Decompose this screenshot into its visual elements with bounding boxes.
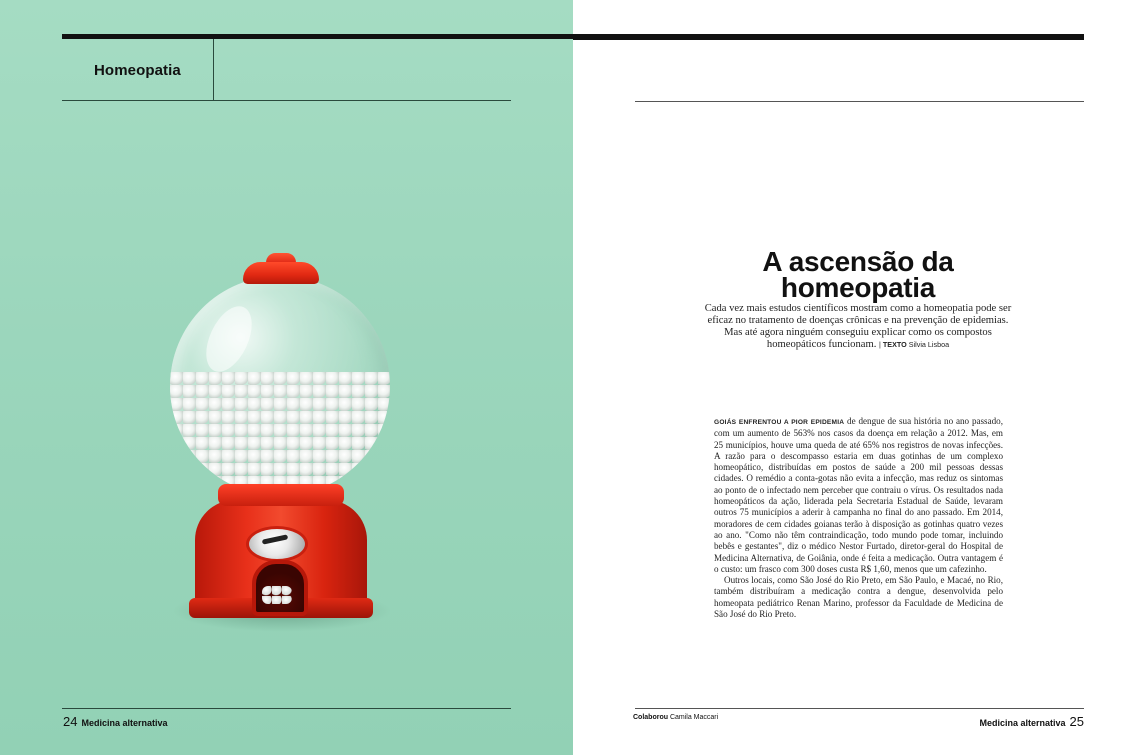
byline-separator: | [879, 340, 881, 349]
footer-rule [635, 708, 1084, 709]
machine-collar [218, 484, 344, 506]
top-rule [62, 34, 573, 39]
contributor-credit [633, 714, 718, 721]
byline [879, 340, 949, 349]
coin-plate [246, 526, 308, 562]
page-number: 24 [63, 714, 78, 729]
folio-title: Medicina alternativa [979, 718, 1066, 728]
gumball-globe [170, 276, 390, 496]
byline-label: TEXTO [882, 340, 907, 349]
credit-label: Colaborou [633, 714, 668, 721]
section-label: Homeopatia [94, 62, 181, 79]
top-rule [573, 34, 1084, 40]
headline-line-1: A ascensão da [762, 246, 954, 277]
byline-name: Silvia Lisboa [908, 340, 950, 349]
body-paragraph [714, 416, 1003, 575]
headline [703, 246, 1013, 303]
lead-in: GOIÁS ENFRENTOU A PIOR EPIDEMIA [714, 419, 845, 426]
body-paragraph: Outros locais, como São José do Rio Preto, em São Paulo, e Macaé, no Rio, também distribuíram a medicação contra a dengue, desenvolvida pelo homeopata pediátrico Renan Marino, professor da Faculdade de Medicina de São José do Rio Preto. [714, 575, 1003, 620]
folio-right [979, 714, 1084, 729]
credit-name: Camila Maccari [669, 714, 719, 721]
section-rule [635, 101, 1084, 102]
globe-highlight [197, 299, 261, 379]
article-body [714, 416, 1003, 620]
section-rule [62, 100, 511, 101]
globe-cap [243, 262, 319, 284]
paragraph-1-text: de dengue de sua história no ano passado, com um aumento de 563% nos casos da doença em relação a 2012. Mas, em 25 municípios, houve uma queda de até 65% nos registros de novas infecções. A razão para o descompasso estaria em duas gotinhas de um complexo homeopático, distribuídas em postos de saúde a 200 mil pessoas dessas cidades. O remédio a conta-gotas não evita a infecção, mas reduz os sintomas ao ponto de o infectado nem perceber que contraiu o vírus. Os resultados nada homeopáticos da ação, liderada pela Secretaria Estadual de Saúde, levaram outros 75 municípios a aderir à campanha no final do ano passado. Em 2014, moradores de cem cidades goianas terão à disposição as gotinhas quatro vezes ao ano. "Como não têm contraindicação, todo mundo pode tomar, incluindo bebês e gestantes", diz o médico Nestor Furtado, diretor-geral do Hospital de Medicina Alternativa, de Goiânia, onde é feita a medicação. Outra vantagem é o custo: um frasco com 300 doses custa R$ 1,60, menos que um cafezinho. [714, 416, 1004, 574]
folio-left [63, 714, 168, 729]
globules [170, 372, 390, 496]
dek-text: Cada vez mais estudos científicos mostram como a homeopatia pode ser eficaz no tratamento de doenças crônicas e na prevenção de epidemias. Mas até agora ninguém conseguiu explicar como os compostos homeopáticos funcionam. [704, 303, 1012, 350]
right-page [573, 0, 1146, 755]
folio-title: Medicina alternativa [81, 718, 168, 728]
headline-line-2: homeopatia [780, 272, 936, 303]
section-divider [213, 39, 214, 101]
dek [703, 303, 1013, 351]
dispensed-globules [262, 586, 292, 604]
page-number: 25 [1069, 714, 1084, 729]
footer-rule [62, 708, 511, 709]
